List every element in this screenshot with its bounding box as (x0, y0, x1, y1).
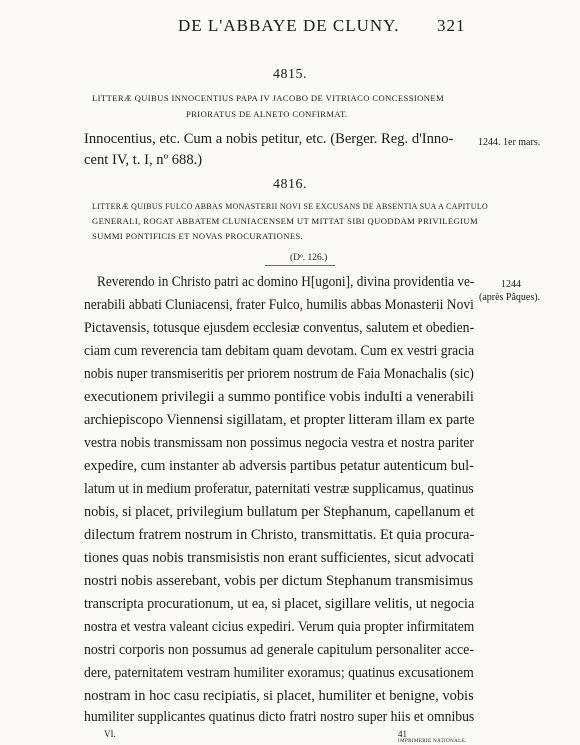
charter-4816-body-line: transcripta procurationum, ut ea, si placet, sigillare velitis, ut negocia (84, 596, 475, 612)
charter-4816-body-line: nobis nuper transmiseritis per priorem nostrum de Faia Monachalis (sic) (84, 366, 474, 382)
charter-4816-body-line: vestra nobis transmissam non possimus negocia vestra et nostra pariter (84, 435, 474, 451)
charter-4816-body-line: humiliter supplicantes quatinus dicto fratri nostro super hiis et omnibus (84, 709, 475, 725)
charter-4816-body-line: archiepiscopo Viennensi sigillatam, et propter litteram illam ex parte (84, 412, 475, 428)
margin-date-4816-note: (après Pâques). (479, 292, 541, 303)
charter-4816-body-line: nostri corporis non possumus ad generale capitulum personaliter acce- (84, 642, 474, 658)
charter-4816-reference: (Dᵒ. 126.) (290, 253, 328, 263)
charter-4816-heading-line-3: SUMMI PONTIFICIS ET NOVAS PROCURATIONES. (92, 231, 304, 241)
charter-4815-body-line-2: cent IV, t. I, nº 688.) (84, 152, 203, 168)
charter-4816-heading-line-1: LITTERÆ QUIBUS FULCO ABBAS MONASTERII NOVI SE EXCUSANS DE ABSENTIA SUA A CAPITULO (92, 201, 489, 211)
charter-4816-body-line: nerabili abbati Cluniacensi, frater Fulco, humilis abbas Monasterii Novi (84, 297, 474, 313)
charter-4816-heading-line-2: GENERALI, ROGAT ABBATEM CLUNIACENSEM UT MITTAT SIBI QUODDAM PRIVILEGIUM (92, 216, 479, 226)
charter-4816-body-line: Reverendo in Christo patri ac domino H[ugoni], divina providentia ve- (97, 274, 475, 290)
charter-4816-body-line: latum ut in medium proferatur, paternitati vestræ supplicamus, quatinus (84, 481, 474, 497)
running-head-title: DE L'ABBAYE DE CLUNY. (178, 16, 400, 35)
footer-printer: IMPRIMERIE NATIONALE. (398, 739, 467, 744)
margin-date-4815: 1244. 1er mars. (478, 137, 541, 148)
charter-4816-body-line: dere, paternitatem vestram humiliter exoramus; quatinus excusationem (84, 665, 474, 681)
charter-4816-body-line: nostra et vestra valeant cicius expediri. Verum quia propter infirmitatem (84, 619, 475, 635)
charter-4815-heading-line-1: LITTERÆ QUIBUS INNOCENTIUS PAPA IV JACOBO DE VITRIACO CONCESSIONEM (92, 93, 445, 103)
charter-4816-body-line: nobis, si placet, privilegium bullatum per Stephanum, capellanum et (84, 504, 475, 520)
section-rule (265, 265, 335, 266)
charter-number-4815: 4815. (273, 67, 307, 82)
footer-signature-number: 41 (398, 729, 407, 739)
page-number: 321 (437, 16, 466, 35)
charter-4816-body-line: executionem privilegii a summo pontifice vobis induIti a venerabili (84, 389, 474, 405)
charter-4816-body-line: dilectum fratrem nostrum in Christo, transmittatis. Et quia procura- (84, 527, 475, 543)
charter-4816-body-line: Pictavensis, totusque ejusdem ecclesiæ conventus, salutem et obedien- (84, 320, 475, 336)
charter-4815-body-line-1: Innocentius, etc. Cum a nobis petitur, etc. (Berger. Reg. d'Inno- (84, 131, 454, 147)
footer-signature-left: VI. (104, 729, 116, 739)
charter-4816-body-line: ciam cum reverencia tam debitam quam devotam. Cum ex vestri gracia (84, 343, 475, 359)
margin-date-4816-year: 1244 (501, 279, 521, 290)
charter-4815-heading-line-2: PRIORATUS DE ALNETO CONFIRMAT. (186, 109, 348, 119)
charter-4816-body-line: nostri nobis asserebant, vobis per dictum Stephanum transmisimus (84, 573, 474, 589)
charter-4816-body-line: nostram in hoc casu recipiatis, si placet, humiliter et benigne, vobis (84, 688, 474, 704)
charter-4816-body-line: expedire, cum instanter ab adversis partibus petatur autenticum bul- (84, 458, 474, 474)
charter-number-4816: 4816. (273, 177, 307, 192)
charter-4816-body-line: tiones quas nobis transmisistis non erant sufficientes, sicut advocati (84, 550, 475, 566)
